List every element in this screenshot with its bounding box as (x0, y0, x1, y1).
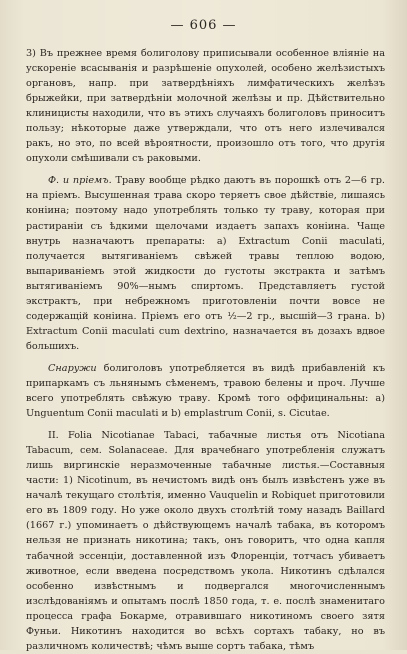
page-number: — 606 — (170, 18, 237, 33)
paragraph-form-and-dose (26, 173, 385, 354)
paragraph-text: Траву вообще рѣдко даютъ въ порошкѣ отъ 2—6 гр. на пріемъ. Высушенная трава скоро теряетъ свое дѣйствіе, лишаясь коніина; поэтому надо употреблять только ту траву, которая при растираніи съ ѣдкими щелочами издаетъ запахъ коніина. Чаще внутрь назначаютъ препараты: a) Extractum Conii maculati, получается вытягиваніемъ свѣжей травы теплою водою, выпариваніемъ этой жидкости до густоты экстракта и затѣмъ вытягиваніемъ 90%—нымъ спиртомъ. Представляетъ густой экстрактъ, при небрежномъ приготовленіи почти вовсе не содержащій коніина. Пріемъ его отъ ½—2 гр., высшій—3 грана. b) Extractum Conii maculati cum dextrino, назначается въ дозахъ вдвое большихъ. (26, 175, 385, 352)
paragraph-lead: Снаружи (48, 362, 97, 374)
paragraph-text: II. Folia Nicotianae Tabaci, табачные листья отъ Nicotiana Tabacum, сем. Solanaceae. Для врачебнаго употребленія служатъ лишь виргинскіе неразмоченные табачные листья.—Составныя части: 1) Nicotinum, въ нечистомъ видѣ онъ былъ извѣстенъ уже въ началѣ текущаго столѣтія, именно Vauquelin и Robiquet приготовили его въ 1809 году. Но уже около двухъ столѣтій тому назадъ Baillard (1667 г.) упоминаетъ о дѣйствующемъ началѣ табака, въ которомъ нельзя не признать никотина; такъ, онъ говоритъ, что одна капля табачной эссенціи, доставленной изъ Флоренціи, тотчасъ убиваетъ животное, если введена посредствомъ укола. Никотинъ сдѣлался особенно извѣстнымъ и подвергался многочисленнымъ изслѣдованіямъ и опытамъ послѣ 1850 года, т. е. послѣ знаменитаго процесса графа Бокарме, отравившаго никотиномъ своего зятя Фуньи. Никотинъ находится во всѣхъ сортахъ табаку, но въ различномъ количествѣ; чѣмъ выше сортъ табака, тѣмъ (26, 430, 385, 652)
paragraph-text: 3) Въ прежнее время болиголову приписывали особенное вліяніе на ускореніе всасыванія и разрѣшеніе опухолей, особено желѣзистыхъ органовъ, напр. при затвердѣніяхъ лимфатическихъ желѣзъ брыжейки, при затвердѣніи молочной желѣзы и пр. Дѣйствительно клиницисты находили, что въ этихъ случаяхъ болиголовъ приноситъ пользу; нѣкоторые даже утверждали, что отъ него излечивался ракъ, но это, по всей вѣроятности, произошло отъ того, что другія опухоли смѣшивали съ раковыми. (26, 48, 385, 165)
paragraph-external-use (26, 361, 385, 421)
paragraph-tumors (26, 46, 385, 166)
paragraph-lead: Ф. и пріемъ. (48, 175, 112, 187)
paragraph-tobacco (26, 428, 385, 654)
paragraph-text: болиголовъ употребляется въ видѣ прибавленій къ припаркамъ съ льнянымъ сѣменемъ, травою белены и проч. Лучше всего употреблять свѣжую траву. Кромѣ того оффицинальны: a) Unguentum Conii maculati и b) emplastrum Conii, s. Cicutae. (26, 362, 385, 420)
